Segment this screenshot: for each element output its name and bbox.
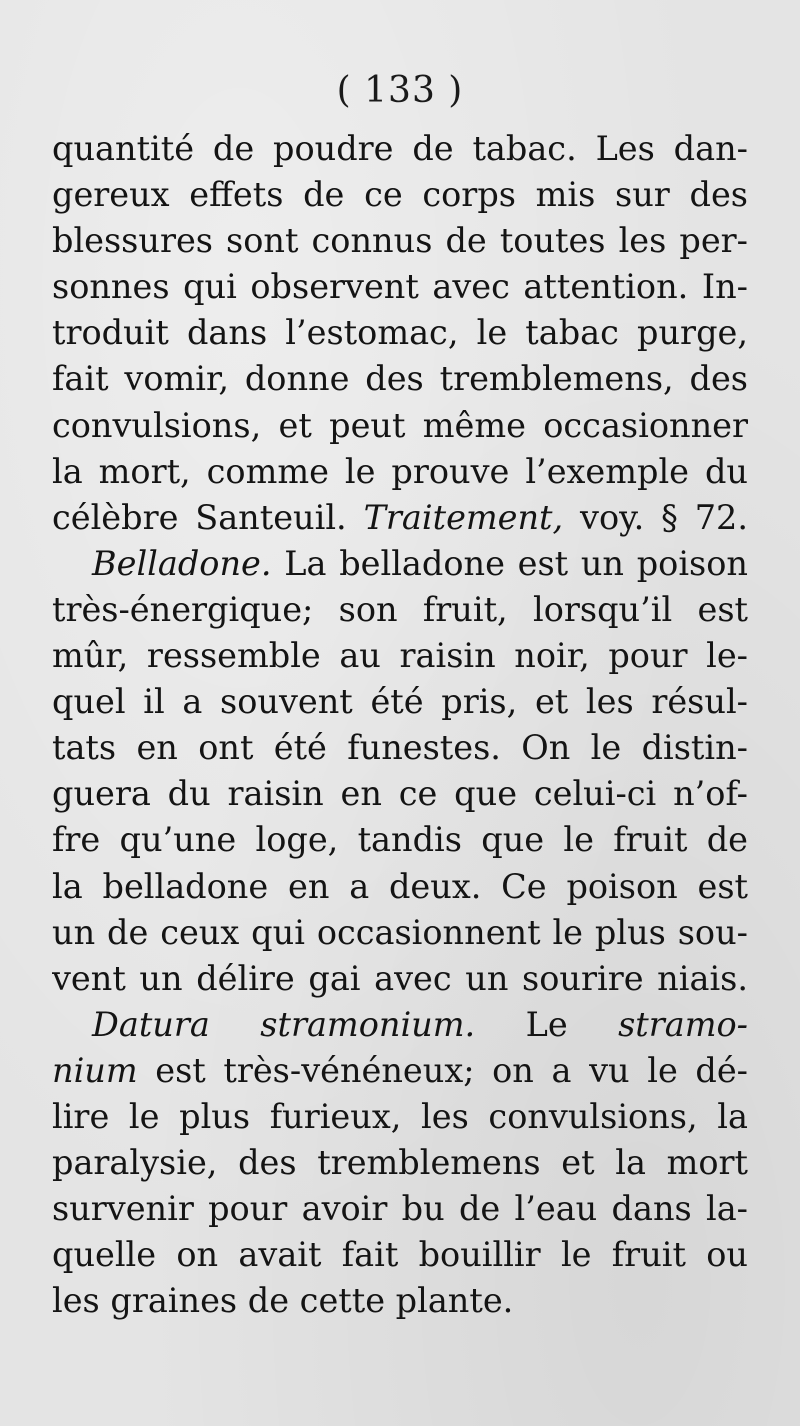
text-line: convulsions, et peut même occasionner <box>52 405 748 445</box>
text-fragment: est très-vénéneux; on a vu le dé- <box>137 1050 748 1090</box>
italic-heading: Belladone. <box>92 543 272 583</box>
text-line: quel il a souvent été pris, et les résul- <box>52 682 748 722</box>
text-line: vent un délire gai avec un sourire niais. <box>52 958 748 998</box>
text-line: quantité de poudre de tabac. Les dan- <box>52 129 748 168</box>
text-line: quelle on avait fait bouillir le fruit ou <box>52 1235 748 1275</box>
text-line: un de ceux qui occasionnent le plus sou- <box>52 912 748 952</box>
text-line: blessures sont connus de toutes les per- <box>52 221 748 261</box>
text-line-with-italic <box>52 495 748 541</box>
text-line: lire le plus furieux, les convulsions, la <box>52 1096 748 1136</box>
text-line: mûr, ressemble au raisin noir, pour le- <box>52 636 748 676</box>
text-line: paralysie, des tremblemens et la mort <box>52 1143 748 1183</box>
text-line: très-énergique; son fruit, lorsqu’il est <box>52 589 748 629</box>
text-line: fait vomir, donne des tremblemens, des <box>52 359 748 399</box>
text-line: sonnes qui observent avec attention. In- <box>52 267 748 307</box>
text-line: gereux effets de ce corps mis sur des <box>52 175 748 215</box>
text-fragment: Le <box>475 1004 619 1044</box>
text-line: les graines de cette plante. <box>52 1281 514 1321</box>
text-line: fre qu’une loge, tandis que le fruit de <box>52 820 748 860</box>
text-line-with-italic <box>52 1048 748 1094</box>
paragraph-start-datura <box>52 1002 748 1048</box>
italic-term: Traitement, <box>363 497 564 537</box>
italic-heading: Datura stramonium. <box>92 1004 476 1044</box>
text-fragment: célèbre Santeuil. <box>52 497 364 537</box>
text-line: la mort, comme le prouve l’exemple du <box>52 451 748 491</box>
body-text <box>52 126 748 1324</box>
text-line: troduit dans l’estomac, le tabac purge, <box>52 313 748 353</box>
italic-term: nium <box>52 1050 138 1090</box>
text-line: survenir pour avoir bu de l’eau dans la- <box>52 1189 748 1229</box>
text-line: tats en ont été funestes. On le distin- <box>52 728 748 768</box>
page-number: ( 133 ) <box>336 70 464 111</box>
text-fragment: La belladone est un poison <box>271 543 748 583</box>
text-fragment: voy. § 72. <box>563 497 748 537</box>
text-line: guera du raisin en ce que celui-ci n’of- <box>52 774 748 814</box>
italic-term: stramo- <box>618 1004 748 1044</box>
text-line: la belladone en a deux. Ce poison est <box>52 866 748 906</box>
paragraph-start-belladone <box>52 541 748 587</box>
